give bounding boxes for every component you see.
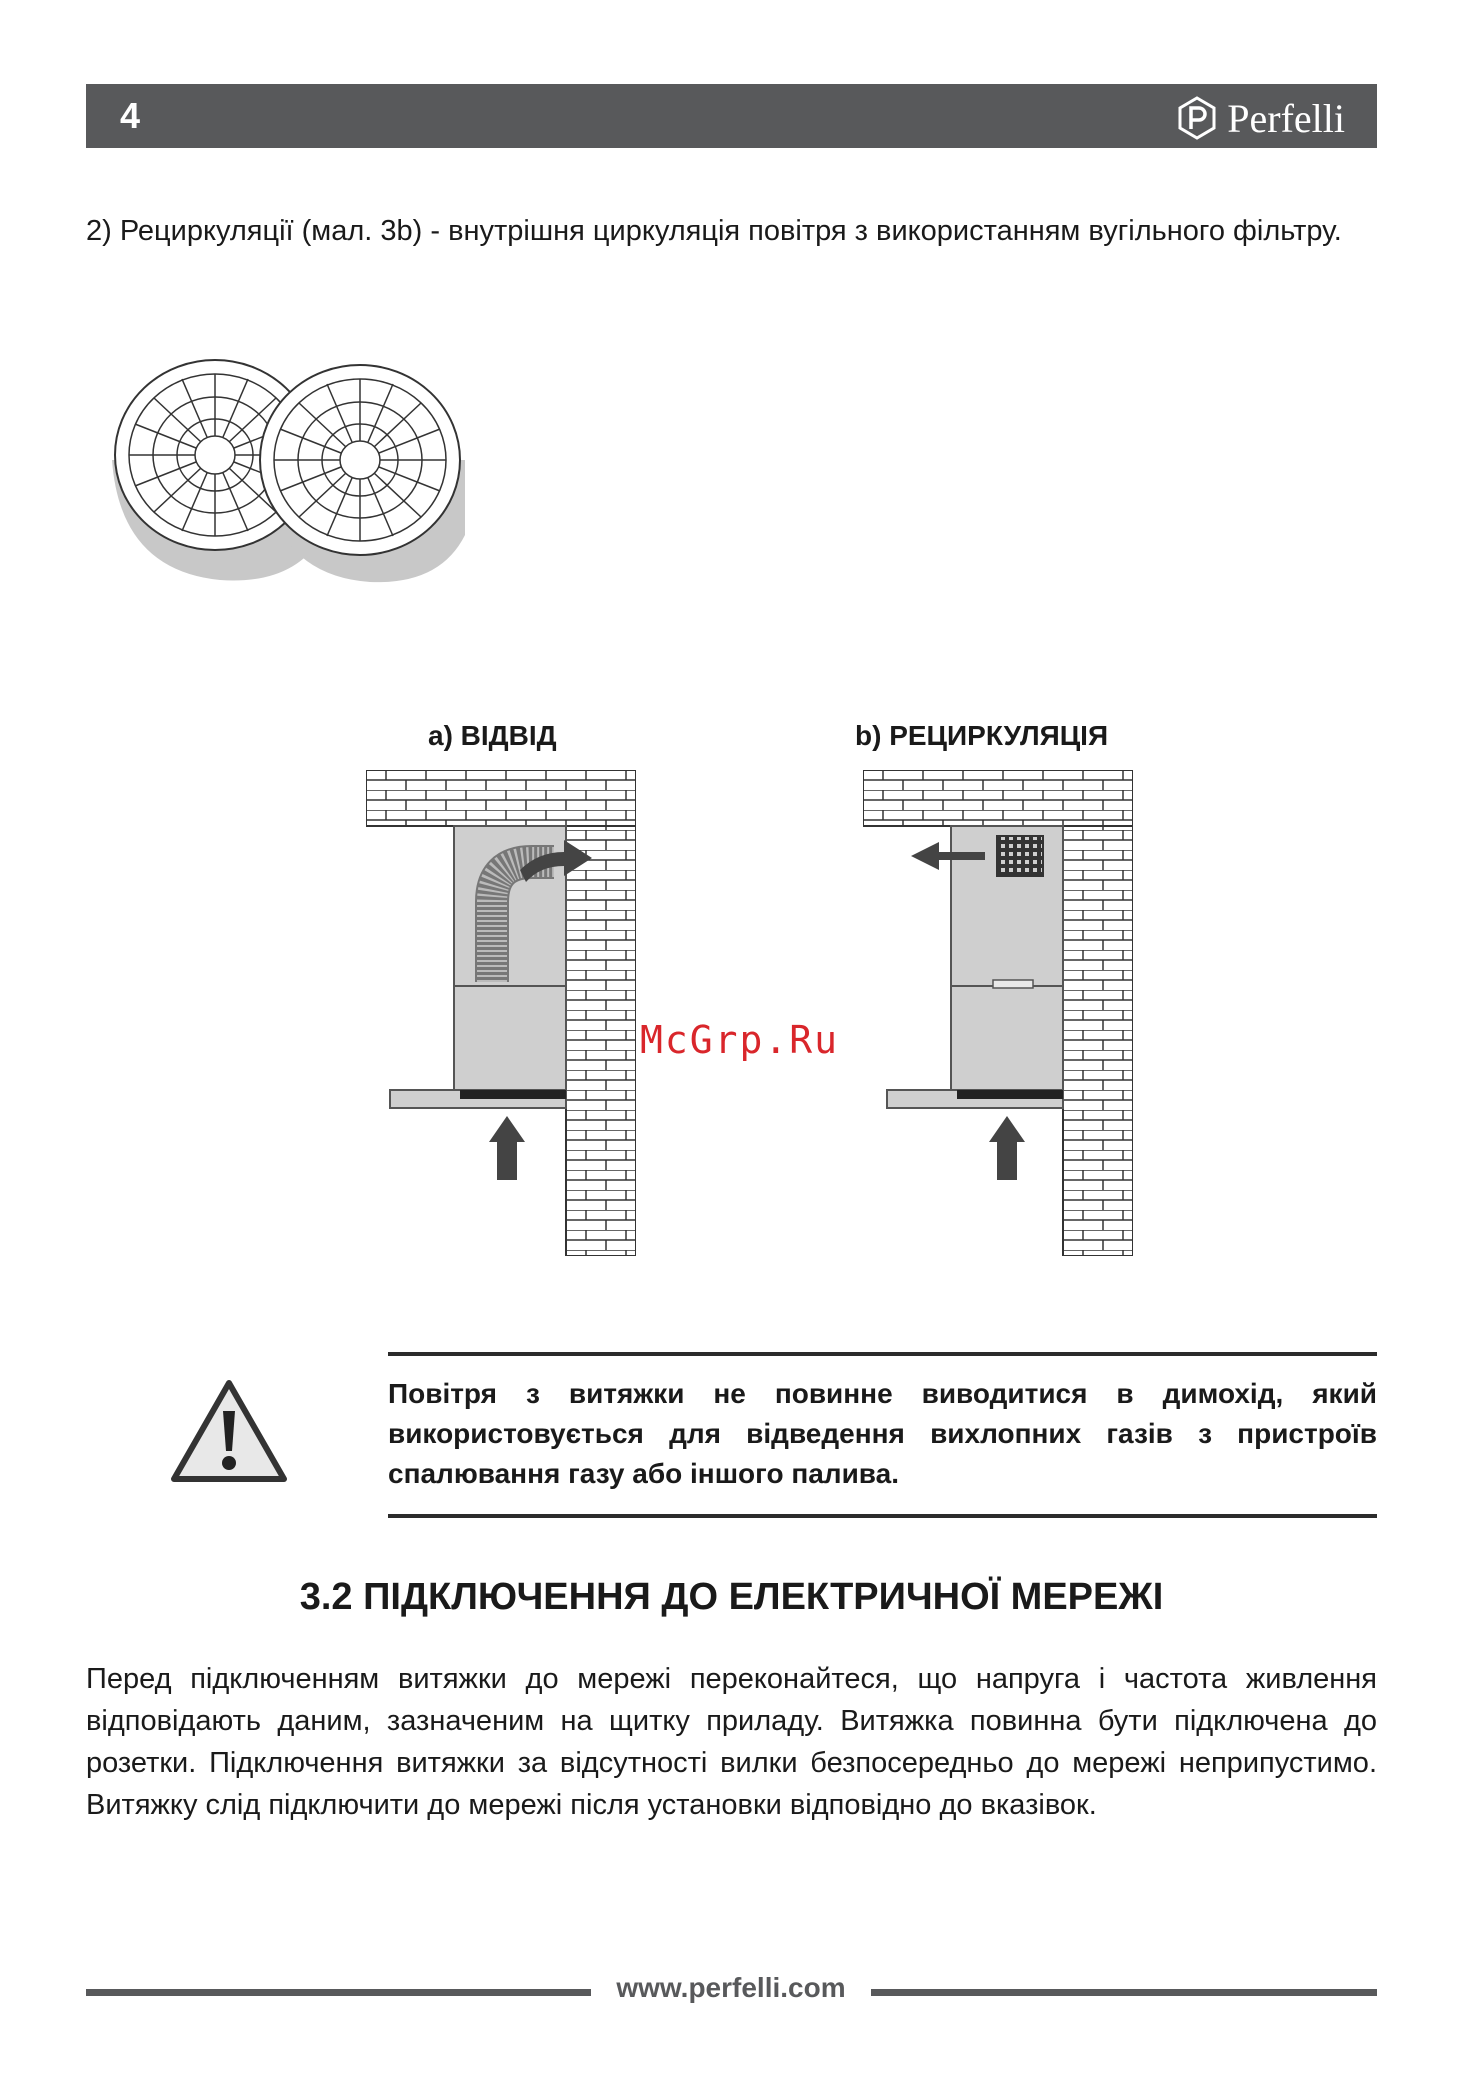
intro-paragraph: 2) Рециркуляції (мал. 3b) - внутрішня циркуляція повітря з використанням вугільного фільтру. (86, 215, 1342, 247)
brand-name: Perfelli (1227, 95, 1345, 141)
carbon-filters-illustration (100, 340, 480, 590)
section-title: 3.2 ПІДКЛЮЧЕННЯ ДО ЕЛЕКТРИЧНОЇ МЕРЕЖІ (299, 1576, 1164, 1618)
warning-text: Повітря з витяжки не повинне виводитися в димохід, який використовується для відведення вихлопних газів з пристроїв спалювання газу або іншого палива. (388, 1378, 1377, 1489)
page-number: 4 (120, 95, 141, 136)
warning-box (388, 1352, 1377, 1518)
section-body: Перед підключенням витяжки до мережі переконайтеся, що напруга і частота живлення відповідають даним, зазначеним на щитку приладу. Витяжка повинна бути підключена до розетки. Підключення витяжки за відсутності вилки безпосередньо до мережі неприпустимо. Витяжку слід підключити до мережі після установки відповідно до вказівок. (86, 1663, 1377, 1821)
diagram-recirculation (863, 770, 1133, 1256)
footer-url: www.perfelli.com (616, 1972, 846, 2003)
brand (1175, 96, 1345, 140)
footer-divider-left (86, 1989, 591, 1996)
header-bar (86, 84, 1377, 148)
footer-divider-right (871, 1989, 1377, 1996)
perfelli-logo-icon (1175, 96, 1219, 140)
warning-triangle-icon (168, 1377, 290, 1487)
figure-b-title: b) РЕЦИРКУЛЯЦІЯ (855, 720, 1109, 751)
figure-a-title: а) ВІДВІД (428, 720, 557, 751)
watermark: McGrp.Ru (640, 1018, 840, 1062)
diagram-exhaust (366, 770, 636, 1256)
